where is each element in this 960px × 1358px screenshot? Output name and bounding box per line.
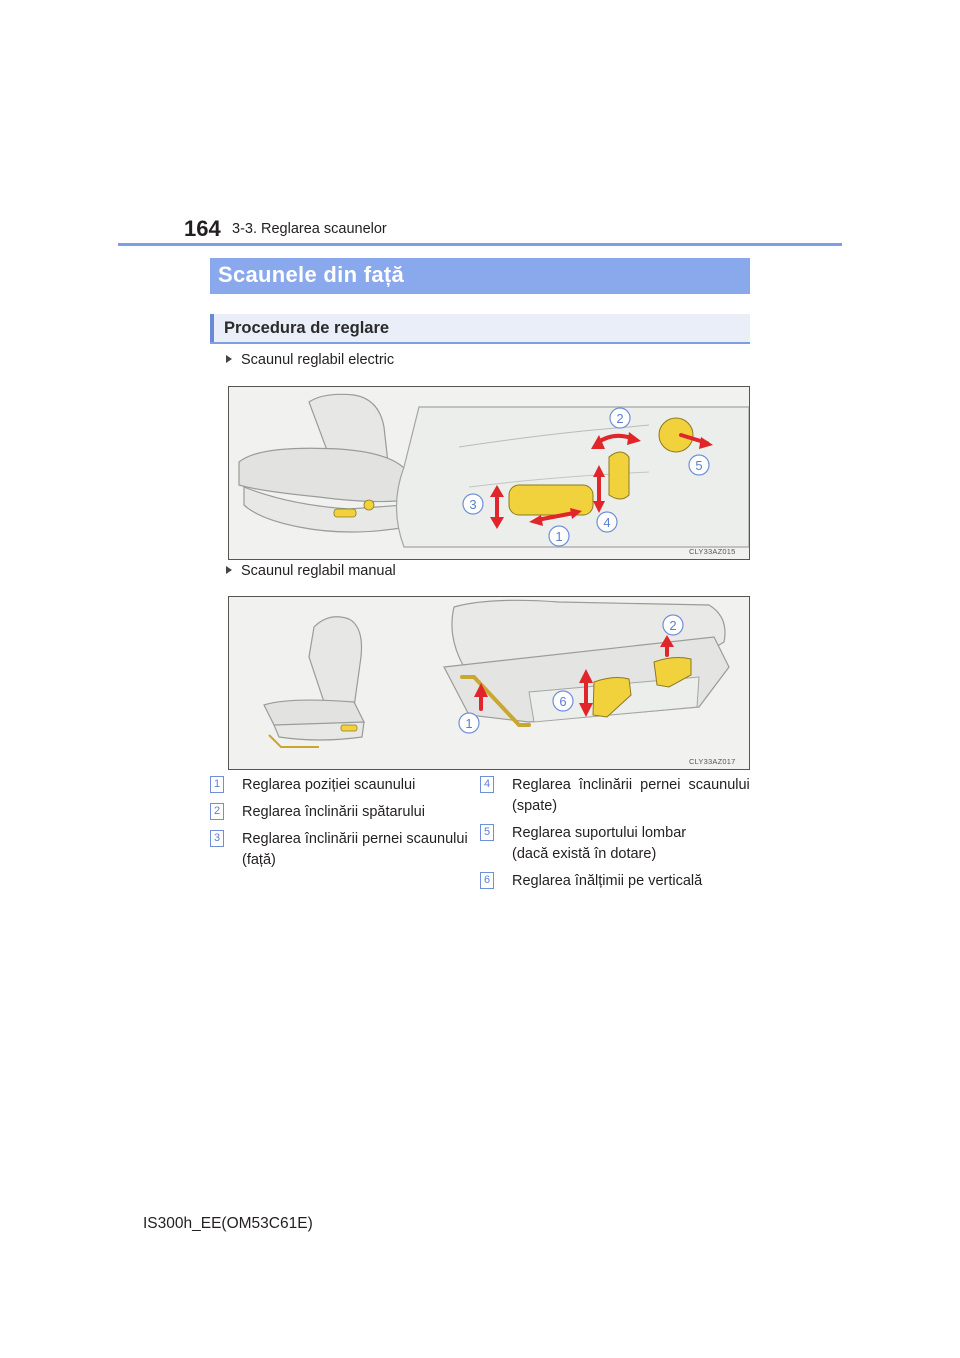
legend-item-2 (210, 802, 470, 824)
legend-item-3 (210, 829, 470, 873)
legend-text: Reglarea poziției scaunului (242, 777, 416, 793)
main-heading-text: Scaunele din față (218, 262, 405, 287)
legend-text: Reglarea înclinării spătarului (242, 804, 425, 820)
sub-heading (210, 314, 750, 344)
callout-2 (663, 615, 683, 635)
legend-text: Reglarea înclinării pernei scaunului (242, 831, 468, 847)
figure-manual-seat (228, 596, 750, 770)
figure-code: CLY33AZ017 (689, 757, 736, 766)
legend-item-5 (480, 823, 750, 867)
figure-code: CLY33AZ015 (689, 547, 736, 556)
legend-text: Reglarea înălțimii pe verticală (512, 873, 703, 889)
legend-item-6 (480, 871, 750, 893)
figure-electric-seat (228, 386, 750, 560)
legend-number: 5 (480, 824, 494, 841)
callout-1 (549, 526, 569, 546)
page-number: 164 (184, 216, 221, 241)
footer-doc-code: IS300h_EE(OM53C61E) (143, 1215, 313, 1232)
callout-1-label: 1 (465, 716, 473, 731)
legend-number: 1 (210, 776, 224, 793)
legend-text-line2: (dacă există în dotare) (512, 846, 657, 862)
callout-1-label: 1 (555, 529, 563, 544)
bullet-manual-seat-text: Scaunul reglabil manual (241, 563, 396, 579)
electric-seat-callouts (229, 387, 749, 559)
callout-5 (689, 455, 709, 475)
legend-text-line2: (față) (242, 852, 276, 868)
sub-heading-bar (210, 314, 214, 342)
legend-text: Reglarea înclinării pernei scaunului (512, 777, 750, 793)
main-heading (210, 258, 750, 294)
callout-2-label: 2 (616, 411, 624, 426)
bullet-triangle-icon (226, 566, 232, 574)
callout-5-label: 5 (695, 458, 703, 473)
bullet-electric-seat (226, 352, 394, 368)
callout-1 (459, 713, 479, 733)
legend-number: 2 (210, 803, 224, 820)
bullet-electric-seat-text: Scaunul reglabil electric (241, 352, 395, 368)
bullet-manual-seat (226, 563, 396, 579)
manual-seat-callouts (229, 597, 749, 769)
legend-text: Reglarea suportului lombar (512, 825, 687, 841)
callout-4-label: 4 (603, 515, 611, 530)
legend-item-4 (480, 775, 750, 819)
bullet-triangle-icon (226, 355, 232, 363)
callout-4 (597, 512, 617, 532)
callout-2 (610, 408, 630, 428)
header-rule (118, 243, 842, 246)
callout-6-label: 6 (559, 694, 567, 709)
section-title: 3-3. Reglarea scaunelor (232, 221, 387, 237)
legend-number: 3 (210, 830, 224, 847)
sub-heading-text: Procedura de reglare (224, 319, 390, 337)
legend-item-1 (210, 775, 470, 797)
callout-3 (463, 494, 483, 514)
legend-number: 6 (480, 872, 494, 889)
callout-2-label: 2 (669, 618, 677, 633)
legend-number: 4 (480, 776, 494, 793)
callout-6 (553, 691, 573, 711)
legend-text-line2: (spate) (512, 798, 558, 814)
callout-3-label: 3 (469, 497, 477, 512)
